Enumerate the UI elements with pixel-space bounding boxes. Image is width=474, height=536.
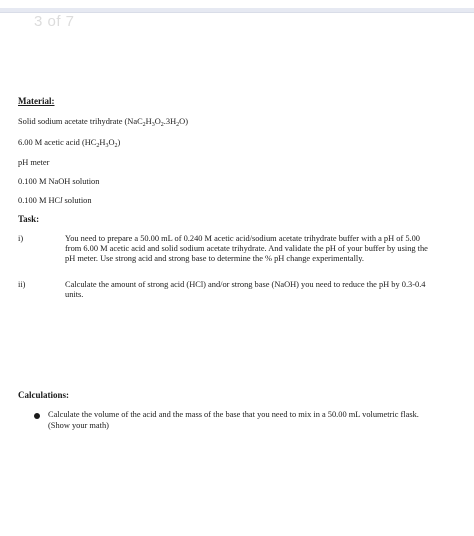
task-item-number: ii) xyxy=(18,280,26,289)
material-item-hcl: 0.100 M HCl solution xyxy=(18,196,92,205)
calculations-heading: Calculations: xyxy=(18,390,70,400)
material-item-acetic-acid: 6.00 M acetic acid $(HC_2H_3O_2)$ xyxy=(18,138,121,149)
material-item-naoh: 0.100 M NaOH solution xyxy=(18,177,100,186)
task-item-text: You need to prepare a 50.00 mL of 0.240 M acetic acid/sodium acetate trihydrate buffer with a pH of 5.00 from 6.00 M acetic acid and solid sodium acetate trihydrate. And validate the pH of your buffer by using the pH meter. Use strong acid and strong base to determine the % pH change experimentally. xyxy=(65,234,428,263)
material-item-sodium-acetate: Solid sodium acetate trihydrate $(NaC_2H_3O_2.3H_2O)$ xyxy=(18,117,188,128)
material-item-ph-meter: pH meter xyxy=(18,158,50,167)
task-item-text: Calculate the amount of strong acid (HCl) and/or strong base (NaOH) you need to reduce the pH by 0.3-0.4 units. xyxy=(65,280,426,299)
page-indicator: 3 of 7 xyxy=(34,13,75,30)
task-heading: Task: xyxy=(18,214,40,224)
task-item xyxy=(18,234,458,276)
task-item xyxy=(18,280,458,302)
calculations-bullet-text: Calculate the volume of the acid and the mass of the base that you need to mix in a 50.00 mL volumetric flask. (Show your math) xyxy=(48,410,419,430)
bullet-dot xyxy=(34,413,40,419)
task-item-number: i) xyxy=(18,234,24,243)
material-heading: Material: xyxy=(18,96,55,106)
